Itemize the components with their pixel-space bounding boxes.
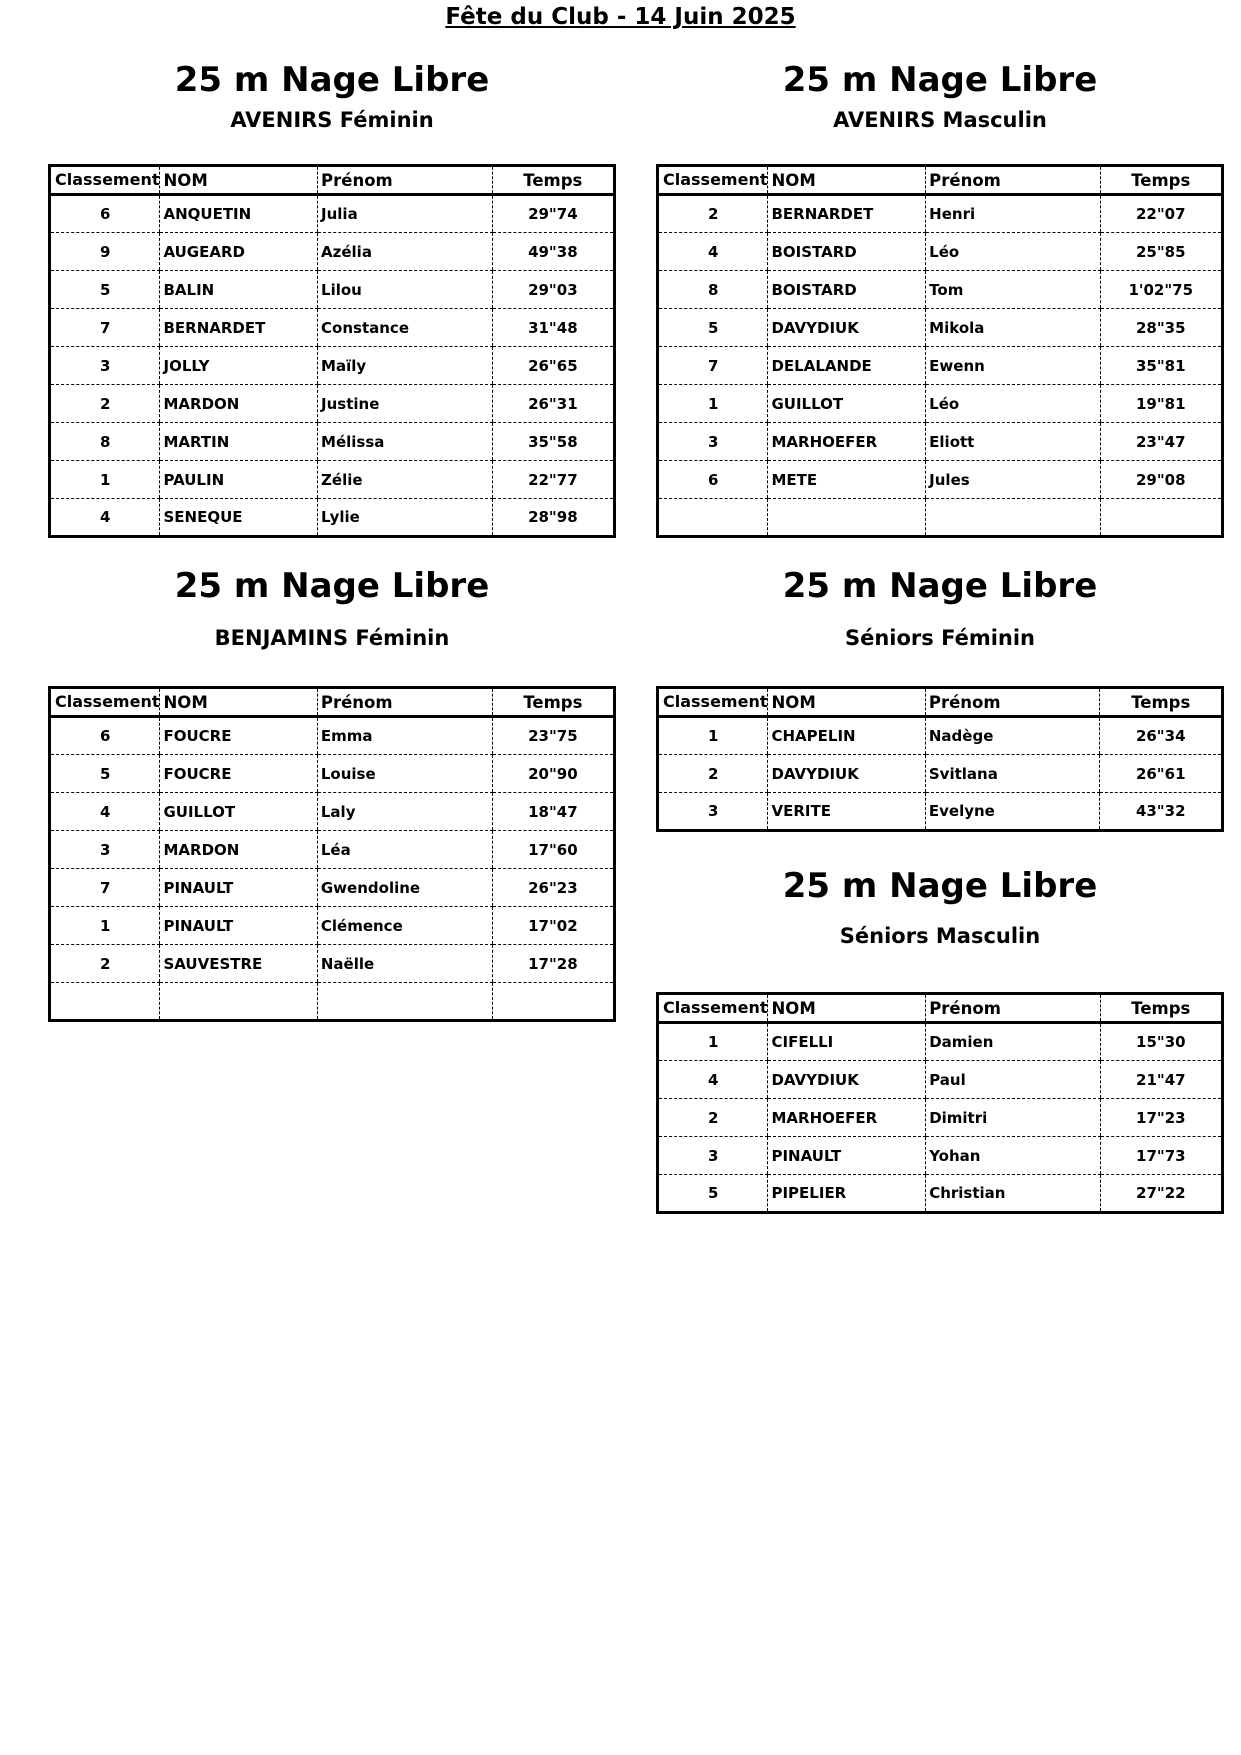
prenom-cell: Svitlana (925, 755, 1100, 793)
table-row (658, 1099, 1223, 1137)
prenom-cell: Christian (926, 1175, 1100, 1213)
table-row (658, 1061, 1223, 1099)
table-row (658, 347, 1223, 385)
rank-cell (50, 983, 160, 1021)
prenom-cell: Mikola (926, 309, 1100, 347)
nom-cell: DAVYDIUK (768, 755, 925, 793)
table-row (50, 195, 615, 233)
prenom-cell: Mélissa (318, 423, 493, 461)
prenom-cell: Gwendoline (317, 869, 492, 907)
nom-cell: ANQUETIN (160, 195, 318, 233)
results-table (656, 992, 1224, 1214)
rank-cell: 4 (658, 1061, 768, 1099)
nom-cell: MARHOEFER (768, 423, 926, 461)
rank-cell: 2 (50, 945, 160, 983)
results-block-benjamins-feminin (48, 566, 616, 1026)
table-row (50, 907, 615, 945)
table-row (50, 347, 615, 385)
prenom-cell: Zélie (318, 461, 493, 499)
rank-cell: 1 (658, 717, 768, 755)
nom-cell: PAULIN (160, 461, 318, 499)
nom-cell: VERITE (768, 793, 925, 831)
column-header-rank: Classement (658, 166, 768, 195)
prenom-cell: Dimitri (926, 1099, 1100, 1137)
prenom-cell: Emma (317, 717, 492, 755)
time-cell (1100, 499, 1223, 537)
table-row (50, 385, 615, 423)
rank-cell: 1 (50, 907, 160, 945)
table-row (50, 755, 615, 793)
table-row (50, 309, 615, 347)
results-block-seniors-feminin (656, 566, 1224, 846)
nom-cell: MARTIN (160, 423, 318, 461)
column-header-time: Temps (1100, 166, 1223, 195)
nom-cell: MARDON (160, 831, 317, 869)
rank-cell: 7 (50, 869, 160, 907)
column-header-rank: Classement (50, 166, 160, 195)
nom-cell: DAVYDIUK (768, 1061, 926, 1099)
nom-cell: BERNARDET (768, 195, 926, 233)
rank-cell: 3 (50, 831, 160, 869)
table-row (50, 271, 615, 309)
prenom-cell: Lilou (318, 271, 493, 309)
time-cell: 26"34 (1100, 717, 1223, 755)
results-block-avenirs-feminin (48, 60, 616, 550)
column-header-rank: Classement (50, 688, 160, 717)
time-cell: 29"08 (1100, 461, 1223, 499)
rank-cell: 4 (100, 508, 111, 526)
column-header-prenom: Prénom (926, 994, 1100, 1023)
time-cell: 28"98 (492, 499, 614, 537)
prenom-cell: Léo (926, 233, 1100, 271)
prenom-cell: Damien (926, 1023, 1100, 1061)
column-header-prenom: Prénom (925, 688, 1100, 717)
column-header-time: Temps (492, 688, 614, 717)
time-cell: 18"47 (492, 793, 614, 831)
table-row (658, 423, 1223, 461)
time-cell: 26"23 (492, 869, 614, 907)
time-cell: 15"30 (1100, 1023, 1222, 1061)
table-row (50, 869, 615, 907)
time-cell: 17"28 (492, 945, 614, 983)
time-cell: 22"07 (1100, 195, 1223, 233)
prenom-cell: Paul (926, 1061, 1100, 1099)
nom-cell: JOLLY (160, 347, 318, 385)
table-row (658, 1175, 1223, 1213)
time-cell: 23"75 (492, 717, 614, 755)
table-row (50, 793, 615, 831)
time-cell: 17"23 (1100, 1099, 1222, 1137)
rank-cell: 2 (658, 755, 768, 793)
rank-cell: 3 (708, 802, 719, 820)
nom-cell: MARDON (160, 385, 318, 423)
nom-cell: METE (768, 461, 926, 499)
table-row (50, 945, 615, 983)
nom-cell: SENEQUE (160, 499, 318, 537)
rank-cell: 7 (50, 309, 160, 347)
nom-cell: GUILLOT (160, 793, 317, 831)
rank-cell: 4 (50, 793, 160, 831)
table-row (50, 717, 615, 755)
nom-cell: SAUVESTRE (160, 945, 317, 983)
table-row (658, 385, 1223, 423)
column-header-rank: Classement (658, 994, 768, 1023)
time-cell: 27"22 (1100, 1175, 1222, 1213)
column-header-nom: NOM (160, 166, 318, 195)
table-row (50, 233, 615, 271)
table-row (658, 755, 1223, 793)
prenom-cell: Constance (318, 309, 493, 347)
column-header-prenom: Prénom (926, 166, 1100, 195)
prenom-cell (317, 983, 492, 1021)
table-row (50, 461, 615, 499)
block-title: 25 m Nage Libre (174, 566, 490, 606)
table-row (658, 793, 1223, 831)
rank-cell: 5 (50, 271, 160, 309)
prenom-cell: Clémence (317, 907, 492, 945)
rank-cell: 2 (658, 1099, 768, 1137)
table-row (658, 461, 1223, 499)
results-table (48, 686, 616, 1022)
prenom-cell: Lylie (318, 499, 493, 537)
rank-cell (658, 499, 768, 537)
prenom-cell: Léo (926, 385, 1100, 423)
nom-cell: CIFELLI (768, 1023, 926, 1061)
prenom-cell: Maïly (318, 347, 493, 385)
nom-cell (160, 983, 317, 1021)
prenom-cell: Yohan (926, 1137, 1100, 1175)
prenom-cell: Ewenn (926, 347, 1100, 385)
nom-cell: BERNARDET (160, 309, 318, 347)
page-title: Fête du Club - 14 Juin 2025 (445, 4, 796, 30)
rank-cell: 2 (658, 195, 768, 233)
column-header-nom: NOM (768, 688, 925, 717)
table-row (50, 423, 615, 461)
rank-cell: 8 (50, 423, 160, 461)
time-cell: 31"48 (492, 309, 614, 347)
column-header-nom: NOM (768, 166, 926, 195)
results-table (48, 164, 616, 538)
time-cell: 23"47 (1100, 423, 1223, 461)
time-cell: 43"32 (1100, 793, 1223, 831)
time-cell: 26"65 (492, 347, 614, 385)
rank-cell: 7 (658, 347, 768, 385)
nom-cell: FOUCRE (160, 755, 317, 793)
results-block-seniors-masculin (656, 866, 1224, 1226)
nom-cell: DAVYDIUK (768, 309, 926, 347)
time-cell: 35"81 (1100, 347, 1223, 385)
table-row (658, 499, 1223, 537)
column-header-time: Temps (1100, 994, 1222, 1023)
nom-cell: PINAULT (160, 907, 317, 945)
nom-cell: CHAPELIN (768, 717, 925, 755)
block-subtitle: BENJAMINS Féminin (214, 626, 450, 650)
prenom-cell: Henri (926, 195, 1100, 233)
time-cell: 29"74 (492, 195, 614, 233)
rank-cell: 1 (50, 461, 160, 499)
block-title: 25 m Nage Libre (782, 866, 1098, 906)
results-block-avenirs-masculin (656, 60, 1224, 550)
time-cell: 26"31 (492, 385, 614, 423)
nom-cell: MARHOEFER (768, 1099, 926, 1137)
prenom-cell: Laly (317, 793, 492, 831)
results-table (656, 686, 1224, 832)
nom-cell: BALIN (160, 271, 318, 309)
prenom-cell: Naëlle (317, 945, 492, 983)
block-subtitle: Séniors Masculin (839, 924, 1041, 948)
prenom-cell: Azélia (318, 233, 493, 271)
block-subtitle: Séniors Féminin (844, 626, 1036, 650)
time-cell: 22"77 (492, 461, 614, 499)
time-cell: 35"58 (492, 423, 614, 461)
rank-cell: 5 (50, 755, 160, 793)
rank-cell: 1 (658, 1023, 768, 1061)
table-row (658, 309, 1223, 347)
rank-cell: 4 (658, 233, 768, 271)
rank-cell: 6 (658, 461, 768, 499)
prenom-cell: Justine (318, 385, 493, 423)
nom-cell: AUGEARD (160, 233, 318, 271)
rank-cell: 6 (50, 717, 160, 755)
rank-cell: 3 (658, 423, 768, 461)
time-cell: 29"03 (492, 271, 614, 309)
column-header-prenom: Prénom (317, 688, 492, 717)
prenom-cell (926, 499, 1100, 537)
table-row (658, 271, 1223, 309)
table-row (658, 1137, 1223, 1175)
table-row (50, 983, 615, 1021)
prenom-cell: Tom (926, 271, 1100, 309)
rank-cell: 6 (50, 195, 160, 233)
table-row (658, 1023, 1223, 1061)
time-cell: 49"38 (492, 233, 614, 271)
prenom-cell: Jules (926, 461, 1100, 499)
rank-cell: 8 (658, 271, 768, 309)
prenom-cell: Eliott (926, 423, 1100, 461)
table-row (658, 717, 1223, 755)
prenom-cell: Evelyne (925, 793, 1100, 831)
time-cell: 17"60 (492, 831, 614, 869)
nom-cell: PINAULT (768, 1137, 926, 1175)
column-header-nom: NOM (768, 994, 926, 1023)
block-title: 25 m Nage Libre (782, 566, 1098, 606)
column-header-nom: NOM (160, 688, 317, 717)
prenom-cell: Léa (317, 831, 492, 869)
block-title: 25 m Nage Libre (782, 60, 1098, 100)
time-cell: 1'02"75 (1100, 271, 1223, 309)
column-header-rank: Classement (658, 688, 768, 717)
rank-cell: 2 (50, 385, 160, 423)
table-row (50, 831, 615, 869)
time-cell: 21"47 (1100, 1061, 1222, 1099)
column-header-time: Temps (1100, 688, 1223, 717)
block-subtitle: AVENIRS Féminin (230, 108, 434, 132)
results-table (656, 164, 1224, 538)
rank-cell: 3 (50, 347, 160, 385)
nom-cell: BOISTARD (768, 233, 926, 271)
table-row (658, 233, 1223, 271)
nom-cell: BOISTARD (768, 271, 926, 309)
prenom-cell: Nadège (925, 717, 1100, 755)
time-cell: 28"35 (1100, 309, 1223, 347)
block-subtitle: AVENIRS Masculin (833, 108, 1047, 132)
nom-cell: GUILLOT (768, 385, 926, 423)
nom-cell: FOUCRE (160, 717, 317, 755)
nom-cell (768, 499, 926, 537)
rank-cell: 1 (658, 385, 768, 423)
nom-cell: PIPELIER (768, 1175, 926, 1213)
nom-cell: PINAULT (160, 869, 317, 907)
time-cell: 17"02 (492, 907, 614, 945)
time-cell: 26"61 (1100, 755, 1223, 793)
rank-cell: 5 (708, 1184, 719, 1202)
time-cell: 19"81 (1100, 385, 1223, 423)
rank-cell: 5 (658, 309, 768, 347)
time-cell: 20"90 (492, 755, 614, 793)
block-title: 25 m Nage Libre (174, 60, 490, 100)
rank-cell: 9 (50, 233, 160, 271)
time-cell (492, 983, 614, 1021)
table-row (658, 195, 1223, 233)
rank-cell: 3 (658, 1137, 768, 1175)
prenom-cell: Julia (318, 195, 493, 233)
prenom-cell: Louise (317, 755, 492, 793)
table-row (50, 499, 615, 537)
column-header-prenom: Prénom (318, 166, 493, 195)
time-cell: 17"73 (1100, 1137, 1222, 1175)
time-cell: 25"85 (1100, 233, 1223, 271)
column-header-time: Temps (492, 166, 614, 195)
nom-cell: DELALANDE (768, 347, 926, 385)
